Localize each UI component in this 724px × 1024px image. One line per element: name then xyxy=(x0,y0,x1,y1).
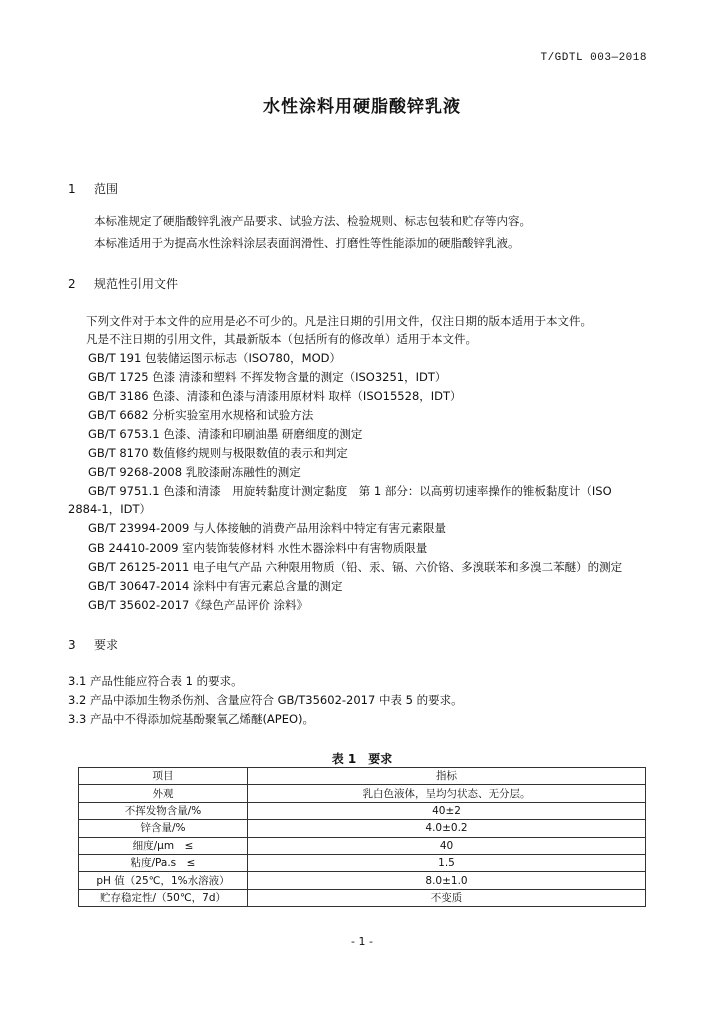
section-heading-requirements xyxy=(68,636,118,653)
reference-item: GB/T 8170 数值修约规则与极限数值的表示和判定 xyxy=(88,446,348,460)
reference-item-continued: 2884-1，IDT） xyxy=(68,502,152,516)
table-cell-value: 40±2 xyxy=(248,802,646,819)
reference-intro: 下列文件对于本文件的应用是必不可少的。凡是注日期的引用文件，仅注日期的版本适用于本文件。 xyxy=(86,314,592,328)
table-cell-item: 贮存稳定性/（50℃，7d） xyxy=(79,889,248,906)
reference-item: GB/T 30647-2014 涂料中有害元素总含量的测定 xyxy=(88,579,343,593)
reference-item: GB/T 6682 分析实验室用水规格和试验方法 xyxy=(88,408,314,422)
reference-item: GB/T 26125-2011 电子电气产品 六种限用物质（铅、汞、镉、六价铬、多溴联苯和多溴二苯醚）的测定 xyxy=(88,560,623,574)
table-header-cell: 指标 xyxy=(248,768,646,785)
reference-item: GB/T 191 包装储运图示标志（ISO780，MOD） xyxy=(88,351,341,365)
reference-item: GB/T 6753.1 色漆、清漆和印刷油墨 研磨细度的测定 xyxy=(88,427,363,441)
page-number: - 1 - xyxy=(351,935,373,948)
document-title: 水性涂料用硬脂酸锌乳液 xyxy=(263,97,461,117)
section-heading-scope xyxy=(68,180,118,197)
reference-intro: 凡是不注日期的引用文件，其最新版本（包括所有的修改单）适用于本文件。 xyxy=(86,332,477,346)
scope-paragraph: 本标准适用于为提高水性涂料涂层表面润滑性、打磨性等性能添加的硬脂酸锌乳液。 xyxy=(94,236,520,250)
section-title: 规范性引用文件 xyxy=(94,277,179,291)
reference-item: GB/T 23994-2009 与人体接触的消费产品用涂料中特定有害元素限量 xyxy=(88,521,447,535)
table-cell-value: 8.0±1.0 xyxy=(248,872,646,889)
table-header-cell: 项目 xyxy=(79,768,248,785)
requirement-clause: 3.2 产品中添加生物杀伤剂、含量应符合 GB/T35602-2017 中表 5 的要求。 xyxy=(68,693,463,707)
table-cell-value: 不变质 xyxy=(248,889,646,906)
scope-paragraph: 本标准规定了硬脂酸锌乳液产品要求、试验方法、检验规则、标志包装和贮存等内容。 xyxy=(94,214,531,228)
table-cell-value: 乳白色液体，呈均匀状态、无分层。 xyxy=(248,785,646,802)
requirement-clause: 3.3 产品中不得添加烷基酚聚氧乙烯醚(APEO)。 xyxy=(68,712,315,726)
section-number: 2 xyxy=(68,277,76,291)
section-number: 3 xyxy=(68,638,76,652)
table-cell-item: 不挥发物含量/% xyxy=(79,802,248,819)
table-row xyxy=(79,889,646,906)
table-row xyxy=(79,820,646,837)
table-cell-item: 细度/μm ≤ xyxy=(79,837,248,854)
reference-item: GB 24410-2009 室内装饰装修材料 水性木器涂料中有害物质限量 xyxy=(88,541,428,555)
reference-item: GB/T 1725 色漆 清漆和塑料 不挥发物含量的测定（ISO3251，IDT） xyxy=(88,370,447,384)
reference-item: GB/T 9268-2008 乳胶漆耐冻融性的测定 xyxy=(88,465,301,479)
table-cell-value: 4.0±0.2 xyxy=(248,820,646,837)
table-cell-item: 粘度/Pa.s ≤ xyxy=(79,854,248,871)
table-cell-item: pH 值（25℃，1%水溶液） xyxy=(79,872,248,889)
reference-item: GB/T 35602-2017《绿色产品评价 涂料》 xyxy=(88,598,309,612)
requirements-table xyxy=(78,767,646,907)
table-caption: 表 1 要求 xyxy=(331,752,393,766)
reference-item: GB/T 9751.1 色漆和清漆 用旋转黏度计测定黏度 第 1 部分：以高剪切速率操作的锥板黏度计（ISO xyxy=(88,484,612,498)
table-row xyxy=(79,785,646,802)
table-cell-value: 40 xyxy=(248,837,646,854)
table-row xyxy=(79,837,646,854)
table-cell-item: 外观 xyxy=(79,785,248,802)
section-title: 范围 xyxy=(94,182,119,196)
table-row xyxy=(79,854,646,871)
requirement-clause: 3.1 产品性能应符合表 1 的要求。 xyxy=(68,674,243,688)
table-row xyxy=(79,802,646,819)
standard-number: T/GDTL 003—2018 xyxy=(540,52,647,64)
table-cell-item: 锌含量/% xyxy=(79,820,248,837)
table-row xyxy=(79,872,646,889)
section-number: 1 xyxy=(68,182,76,196)
section-heading-references xyxy=(68,275,178,292)
table-cell-value: 1.5 xyxy=(248,854,646,871)
table-header-row xyxy=(79,768,646,785)
section-title: 要求 xyxy=(94,638,119,652)
reference-item: GB/T 3186 色漆、清漆和色漆与清漆用原材料 取样（ISO15528，IDT） xyxy=(88,389,462,403)
